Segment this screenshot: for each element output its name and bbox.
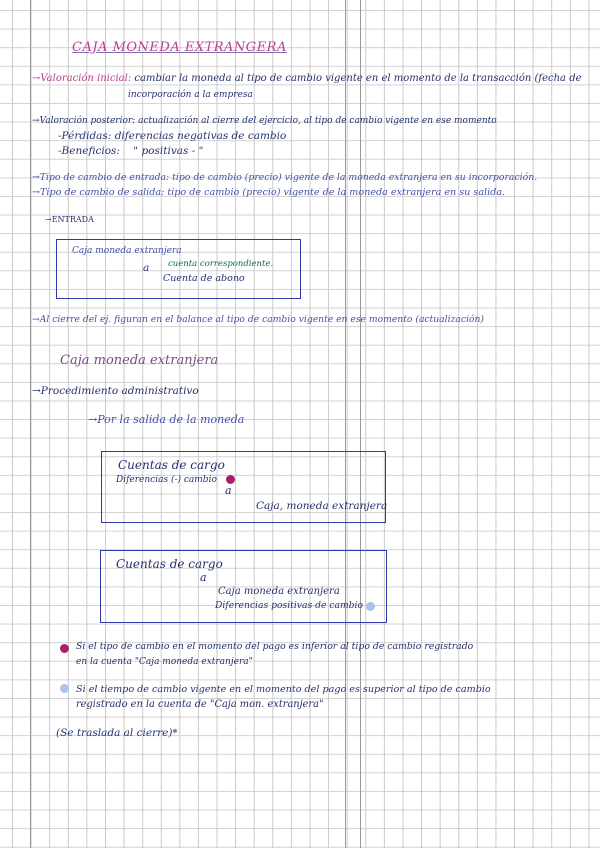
entry1-a: a: [143, 262, 150, 274]
note1-line1: Si el tipo de cambio en el momento del pago es inferior al tipo de cambio registrado: [76, 641, 474, 652]
tipo-salida: →Tipo de cambio de salida: tipo de cambio (precio) vigente de la moneda extranjera en su salida.: [32, 187, 506, 198]
right-margin-line-1: [345, 0, 346, 848]
valoracion-inicial-line2: incorporación a la empresa: [128, 90, 253, 100]
heading-caja-moneda: Caja moneda extranjera: [60, 353, 219, 368]
blue-marker-entry3: [366, 602, 375, 611]
entry2-credit: Caja, moneda extranjera: [256, 500, 388, 512]
entry1-credit-green: cuenta correspondiente.: [168, 259, 274, 269]
valoracion-inicial-label: →Valoración inicial:: [32, 73, 132, 84]
beneficios-label: -Beneficios:: [58, 145, 120, 157]
footer-note: (Se traslada al cierre)*: [56, 727, 178, 739]
entry1-debit: Caja moneda extranjera: [72, 246, 182, 256]
salida-label: →Por la salida de la moneda: [88, 413, 245, 426]
cierre-line: →Al cierre del ej. figuran en el balance al tipo de cambio vigente en ese momento (actualización): [32, 314, 484, 325]
entrada-label: →ENTRADA: [45, 215, 94, 224]
valoracion-posterior: →Valoración posterior: actualización al cierre del ejercicio, al tipo de cambio vigente en ese momento: [32, 116, 497, 126]
entry2-debit2: Diferencias (-) cambio: [116, 475, 217, 485]
perdidas-line: -Pérdidas: diferencias negativas de cambio: [58, 130, 287, 142]
entry3-a: a: [200, 571, 207, 584]
left-margin-line: [30, 0, 31, 848]
beneficios-ditto: " positivas - ": [133, 145, 204, 157]
beneficios-line: [58, 145, 203, 157]
page-title: CAJA MONEDA EXTRANGERA: [72, 40, 287, 55]
right-margin-line-2: [360, 0, 361, 848]
note2-line2: registrado en la cuenta de "Caja mon. extranjera": [76, 699, 324, 710]
procedimiento-line: →Procedimiento administrativo: [32, 385, 199, 397]
entry3-debit: Cuentas de cargo: [116, 557, 223, 571]
valoracion-inicial-line1: cambiar la moneda al tipo de cambio vigente en el momento de la transacción (fecha de: [134, 73, 582, 84]
blue-bullet: [60, 684, 69, 693]
entry1-credit: Cuenta de abono: [163, 273, 245, 284]
valoracion-inicial: [32, 73, 582, 85]
entry3-credit: Caja moneda extranjera: [218, 586, 340, 597]
pink-bullet: [60, 644, 69, 653]
note1-line2: en la cuenta "Caja moneda extranjera": [76, 657, 253, 667]
entry3-credit2: Diferencias positivas de cambio: [215, 600, 364, 611]
tipo-entrada: →Tipo de cambio de entrada: tipo de cambio (precio) vigente de la moneda extranjera en su incorporación.: [32, 172, 538, 183]
entry2-debit: Cuentas de cargo: [118, 458, 225, 472]
entry2-a: a: [225, 484, 232, 497]
pink-marker-entry2: [226, 475, 235, 484]
note2-line1: Si el tiempo de cambio vigente en el momento del pago es superior al tipo de cambio: [76, 684, 491, 695]
